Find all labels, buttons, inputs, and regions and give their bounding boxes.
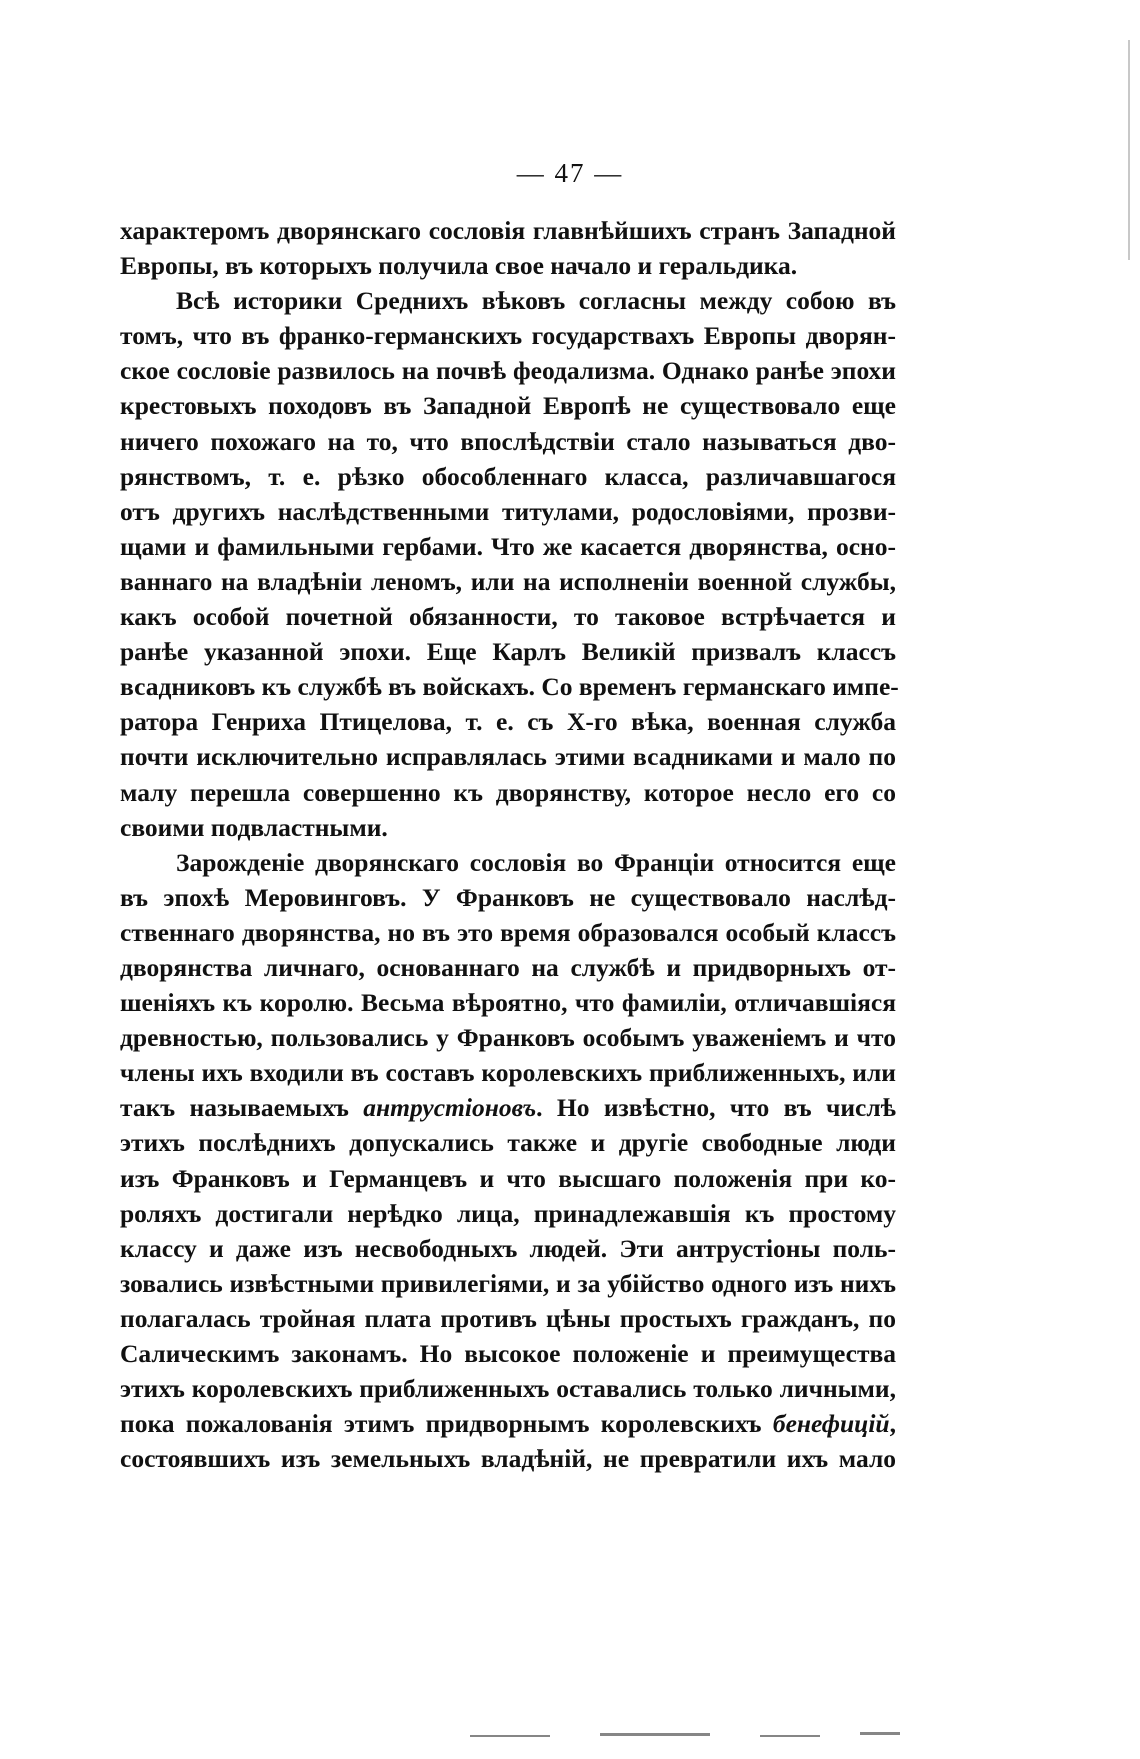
text-line: малу перешла совершенно къ дворянству, которое несло его со <box>120 777 896 807</box>
text-line: характеромъ дворянскаго сословія главнѣйшихъ странъ Западной <box>120 216 896 245</box>
text-segment: . Но извѣстно, что въ числѣ <box>536 1093 896 1123</box>
text-line: щами и фамильными гербами. Что же касается дворянства, осно- <box>120 531 896 561</box>
text-line: какъ особой почетной обязанности, то таковое встрѣчается и <box>120 602 896 632</box>
text-line: члены ихъ входили въ составъ королевскихъ приближенныхъ, или <box>120 1058 896 1088</box>
text-segment: , <box>889 1409 896 1439</box>
emphasized-term: антрустіоновъ <box>363 1093 537 1123</box>
scan-artifact <box>1128 40 1130 260</box>
text-line: крестовыхъ походовъ въ Западной Европѣ не существовало еще <box>120 391 896 421</box>
text-line: ничего похожаго на то, что впослѣдствіи стало называться дво- <box>120 426 896 456</box>
text-line: всадниковъ къ службѣ въ войскахъ. Со временъ германскаго импе- <box>120 672 899 702</box>
text-line: Европы, въ которыхъ получила свое начало и геральдика. <box>120 251 798 281</box>
text-line: Зарожденіе дворянскаго сословія во Франціи относится еще <box>176 847 896 877</box>
text-line: своими подвластными. <box>120 812 388 842</box>
text-line: древностью, пользовались у Франковъ особымъ уваженіемъ и что <box>120 1023 896 1053</box>
scan-artifact <box>600 1733 710 1736</box>
text-line: ратора Генриха Птицелова, т. е. съ X-го вѣка, военная служба <box>120 707 896 737</box>
scan-artifact <box>760 1735 820 1737</box>
scan-artifact <box>860 1732 900 1735</box>
text-line: этихъ послѣднихъ допускались также и другіе свободные люди <box>120 1128 896 1158</box>
text-line: полагалась тройная плата противъ цѣны простыхъ гражданъ, по <box>120 1303 896 1333</box>
text-line <box>120 1090 896 1125</box>
text-segment: такъ называемыхъ <box>120 1093 364 1123</box>
text-line: въ эпохѣ Меровинговъ. У Франковъ не существовало наслѣд- <box>120 882 896 912</box>
text-line: ваннаго на владѣніи леномъ, или на исполненіи военной службы, <box>120 566 896 596</box>
text-block <box>120 213 899 1476</box>
text-line: ранѣе указанной эпохи. Еще Карлъ Великій призвалъ классъ <box>120 637 896 667</box>
text-line: этихъ королевскихъ приближенныхъ оставались только личными, <box>120 1374 896 1404</box>
text-line: изъ Франковъ и Германцевъ и что высшаго положенія при ко- <box>120 1163 896 1193</box>
text-line: шеніяхъ къ королю. Весьма вѣроятно, что фамиліи, отличавшіяся <box>120 988 896 1018</box>
emphasized-term: бенефицій <box>772 1409 890 1439</box>
text-line: роляхъ достигали нерѣдко лица, принадлежавшія къ простому <box>120 1198 896 1228</box>
text-line: зовались извѣстными привилегіями, и за убійство одного изъ нихъ <box>120 1268 896 1298</box>
text-line: дворянства личнаго, основаннаго на службѣ и придворныхъ от- <box>120 952 896 982</box>
text-line: рянствомъ, т. е. рѣзко обособленнаго класса, различавшагося <box>120 461 896 491</box>
text-line: почти исключительно исправлялась этими всадниками и мало по <box>120 742 896 772</box>
text-line: Салическимъ законамъ. Но высокое положеніе и преимущества <box>120 1339 896 1368</box>
text-line: состоявшихъ изъ земельныхъ владѣній, не превратили ихъ мало <box>120 1444 896 1474</box>
text-line: классу и даже изъ несвободныхъ людей. Эти антрустіоны поль- <box>120 1233 896 1263</box>
text-line: ское сословіе развилось на почвѣ феодализма. Однако ранѣе эпохи <box>120 356 896 386</box>
page-number: — 47 — <box>516 158 624 188</box>
text-segment: пока пожалованія этимъ придворнымъ королевскихъ <box>120 1409 773 1439</box>
text-line: отъ другихъ наслѣдственными титулами, родословіями, прозви- <box>120 496 896 526</box>
text-line: Всѣ историки Среднихъ вѣковъ согласны между собою въ <box>176 286 896 316</box>
text-line: томъ, что въ франко-германскихъ государствахъ Европы дворян- <box>120 321 896 351</box>
text-line <box>120 1406 896 1441</box>
text-line: ственнаго дворянства, но въ это время образовался особый классъ <box>120 917 896 947</box>
scan-artifact <box>470 1735 550 1737</box>
